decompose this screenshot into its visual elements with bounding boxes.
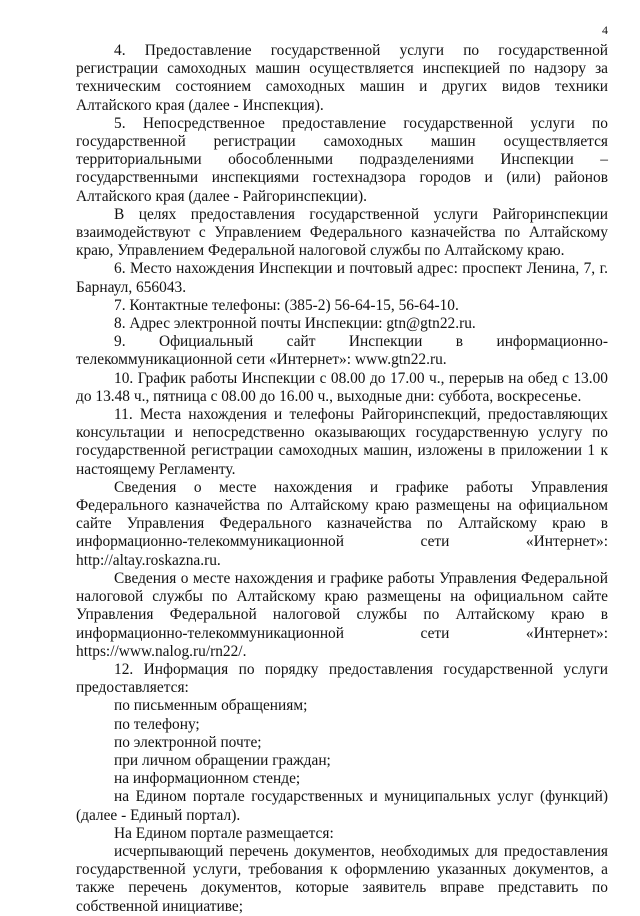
paragraph-tax-service-info: Сведения о месте нахождения и графике работы Управления Федеральной налоговой службы по Алтайскому краю размещены на официальном сайте Управления Федеральной налоговой службы по Алтайскому краю в информационно-телекоммуникационной сети «Интернет»: https://www.nalog.ru/rn22/. <box>76 569 608 660</box>
paragraph-11-locations: 11. Места нахождения и телефоны Райгоринспекций, предоставляющих консультации и непосредственно оказывающих государственную услугу по государственной регистрации самоходных машин, изложены в приложении 1 к настоящему Регламенту. <box>76 406 608 478</box>
paragraph-interaction: В целях предоставления государственной услуги Райгоринспекции взаимодействуют с Управлением Федерального казначейства по Алтайскому краю, Управлением Федеральной налоговой службы по Алтайскому краю. <box>76 205 608 260</box>
portal-intro: На Едином портале размещается: <box>114 824 334 842</box>
paragraph-4-inspection: 4. Предоставление государственной услуги по государственной регистрации самоходных машин осуществляется инспекцией по надзору за техническим состоянием самоходных машин и других видов техники Алтайского края (далее - Инспекция). <box>76 42 608 114</box>
list-item: исчерпывающий перечень документов, необходимых для предоставления государственной услуги, требования к оформлению указанных документов, а также перечень документов, которые заявитель вправе представить по собственной инициативе; <box>76 842 608 915</box>
paragraph-10-schedule: 10. График работы Инспекции с 08.00 до 17.00 ч., перерыв на обед с 13.00 до 13.48 ч., пятница с 08.00 до 16.00 ч., выходные дни: суббота, воскресенье. <box>76 369 608 405</box>
list-item: по телефону; <box>114 715 200 733</box>
paragraph-5-district-inspections: 5. Непосредственное предоставление государственной услуги по государственной регистрации самоходных машин осуществляется территориальными обособленными подразделениями Инспекции – государственными инспекциями гостехнадзора городов и (или) районов Алтайского края (далее - Райгоринспекции). <box>76 114 608 205</box>
page-number: 4 <box>602 23 608 37</box>
list-item: на Едином портале государственных и муниципальных услуг (функций) (далее - Единый портал). <box>76 788 608 824</box>
paragraph-12-information: 12. Информация по порядку предоставления государственной услуги предоставляется: <box>76 660 608 697</box>
list-item: по письменным обращениям; <box>114 697 308 715</box>
list-item: при личном обращении граждан; <box>114 751 331 769</box>
paragraph-8-email: 8. Адрес электронной почты Инспекции: gtn@gtn22.ru. <box>114 315 476 333</box>
paragraph-7-phones: 7. Контактные телефоны: (385-2) 56-64-15, 56-64-10. <box>114 296 459 314</box>
list-item: на информационном стенде; <box>114 770 301 788</box>
list-item: по электронной почте; <box>114 733 262 751</box>
paragraph-treasury-info: Сведения о месте нахождения и графике работы Управления Федерального казначейства по Алтайскому краю размещены на официальном сайте Управления Федерального казначейства по Алтайскому краю в информационно-телекоммуникационной сети «Интернет»: http://altay.roskazna.ru. <box>76 478 608 569</box>
paragraph-6-address: 6. Место нахождения Инспекции и почтовый адрес: проспект Ленина, 7, г. Барнаул, 656043. <box>76 260 608 296</box>
paragraph-9-website: 9. Официальный сайт Инспекции в информационно-телекоммуникационной сети «Интернет»: www.gtn22.ru. <box>76 333 608 369</box>
document-body <box>76 42 608 916</box>
